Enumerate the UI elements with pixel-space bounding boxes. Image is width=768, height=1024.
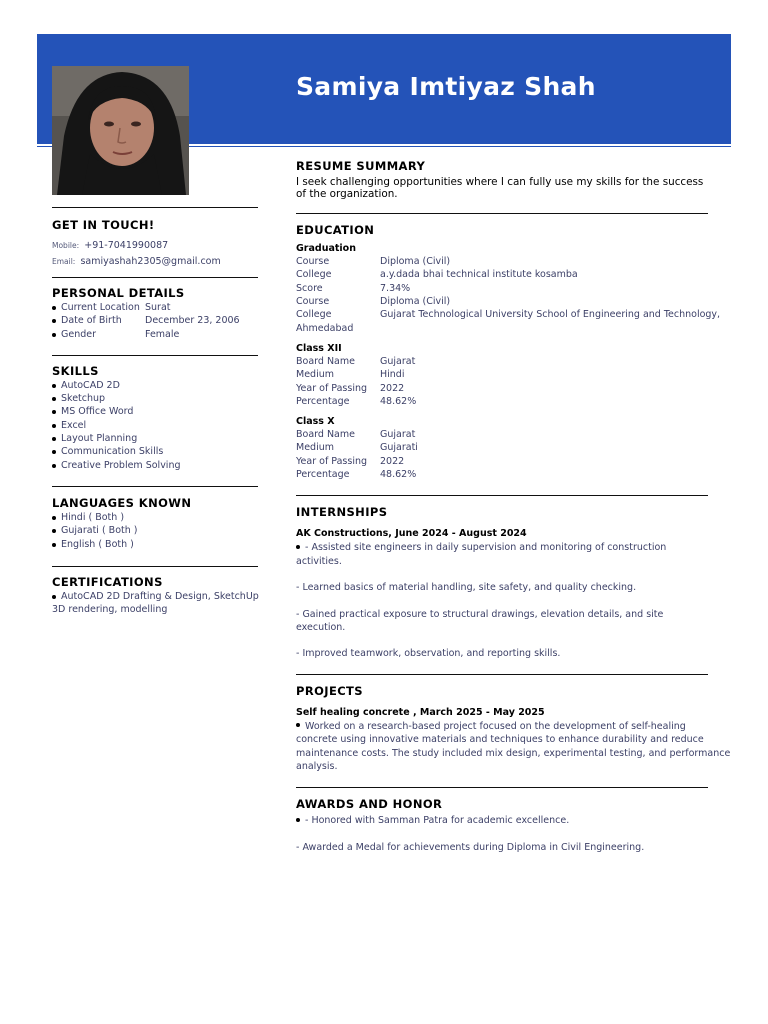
internship-line: - Learned basics of material handling, site safety, and quality checking. [296, 582, 637, 594]
class10-title: Class X [296, 416, 335, 428]
divider [296, 213, 708, 214]
internship-line: - Improved teamwork, observation, and reporting skills. [296, 648, 561, 660]
language-item: Gujarati ( Both ) [52, 524, 258, 537]
project-title: Self healing concrete , March 2025 - May 2025 [296, 706, 545, 718]
personal-heading: PERSONAL DETAILS [52, 286, 185, 300]
certification-line-1: AutoCAD 2D Drafting & Design, SketchUp [61, 590, 259, 602]
internship-title: AK Constructions, June 2024 - August 2024 [296, 528, 527, 540]
skill-item: MS Office Word [52, 405, 258, 418]
education-row: Medium Gujarati [296, 442, 418, 454]
certification-line-2: 3D rendering, modelling [52, 604, 168, 616]
skills-heading: SKILLS [52, 363, 99, 378]
summary-heading: RESUME SUMMARY [296, 159, 426, 173]
profile-photo-image [52, 66, 189, 195]
language-item: Hindi ( Both ) [52, 511, 258, 524]
personal-list [52, 301, 258, 341]
education-row: Board Name Gujarat [296, 355, 416, 367]
skill-item: Sketchup [52, 392, 258, 405]
education-row-continued: Ahmedabad [296, 322, 354, 334]
internships-heading: INTERNSHIPS [296, 505, 388, 520]
graduation-title: Graduation [296, 243, 356, 255]
project-description: Worked on a research-based project focused on the development of self-healing concrete using innovative materials and techniques to enhance durability and reduce maintenance costs. The study included mix design, experimental testing, and performance analysis. [296, 720, 731, 772]
email-value: samiyashah2305@gmail.com [80, 256, 221, 267]
mobile-label: Mobile: [52, 241, 80, 250]
education-row: Year of Passing 2022 [296, 455, 405, 467]
languages-list [52, 511, 258, 551]
education-row: Course Diploma (Civil) [296, 296, 451, 308]
certification-item [52, 590, 258, 617]
certifications-heading: CERTIFICATIONS [52, 574, 163, 589]
education-row: Percentage 48.62% [296, 469, 417, 481]
divider [296, 674, 708, 675]
award-line: - Awarded a Medal for achievements during Diploma in Civil Engineering. [296, 841, 645, 853]
education-row: Medium Hindi [296, 369, 405, 381]
awards-heading: AWARDS AND HONOR [296, 797, 443, 812]
skill-item: Layout Planning [52, 432, 258, 445]
class12-details [296, 355, 708, 408]
education-row: Course Diploma (Civil) [296, 256, 451, 268]
education-row: Percentage 48.62% [296, 395, 417, 407]
award-line: - Honored with Samman Patra for academic excellence. [296, 814, 708, 827]
language-item: English ( Both ) [52, 538, 258, 551]
skill-item: AutoCAD 2D [52, 379, 258, 392]
profile-photo [52, 66, 189, 195]
resume-page [37, 34, 731, 994]
education-row: College a.y.dada bhai technical institute kosamba [296, 269, 578, 281]
class12-title: Class XII [296, 342, 342, 354]
divider [296, 495, 708, 496]
internship-line: - Assisted site engineers in daily supervision and monitoring of construction activities. [296, 542, 667, 567]
divider [52, 355, 258, 356]
divider [52, 486, 258, 487]
languages-heading: LANGUAGES KNOWN [52, 495, 192, 510]
graduation-details [296, 255, 721, 335]
education-row: Score 7.34% [296, 282, 411, 294]
email-label: Email: [52, 257, 76, 266]
candidate-name: Samiya Imtiyaz Shah [296, 72, 596, 101]
divider [52, 207, 258, 208]
divider [52, 277, 258, 278]
contact-heading: GET IN TOUCH! [52, 218, 155, 232]
class10-details [296, 428, 708, 481]
skill-item: Communication Skills [52, 445, 258, 458]
skill-item: Creative Problem Solving [52, 459, 258, 472]
right-column [296, 159, 731, 854]
divider [52, 566, 258, 567]
skill-item: Excel [52, 419, 258, 432]
divider [296, 787, 708, 788]
personal-item: Current Location Surat [52, 301, 258, 314]
contact-mobile [52, 236, 258, 252]
mobile-value: +91-7041990087 [84, 240, 169, 251]
left-column [52, 207, 258, 616]
personal-item: Date of Birth December 23, 2006 [52, 314, 258, 327]
skills-list [52, 379, 258, 472]
personal-item: Gender Female [52, 328, 258, 341]
education-row: Board Name Gujarat [296, 429, 416, 441]
summary-text: I seek challenging opportunities where I can fully use my skills for the success of the organization. [296, 176, 704, 200]
contact-email [52, 252, 258, 268]
internship-line: - Gained practical exposure to structural drawings, elevation details, and site execution. [296, 608, 664, 633]
education-heading: EDUCATION [296, 223, 375, 238]
education-row: Year of Passing 2022 [296, 382, 405, 394]
education-row: College Gujarat Technological University School of Engineering and Technology, [296, 309, 721, 321]
projects-heading: PROJECTS [296, 683, 363, 698]
